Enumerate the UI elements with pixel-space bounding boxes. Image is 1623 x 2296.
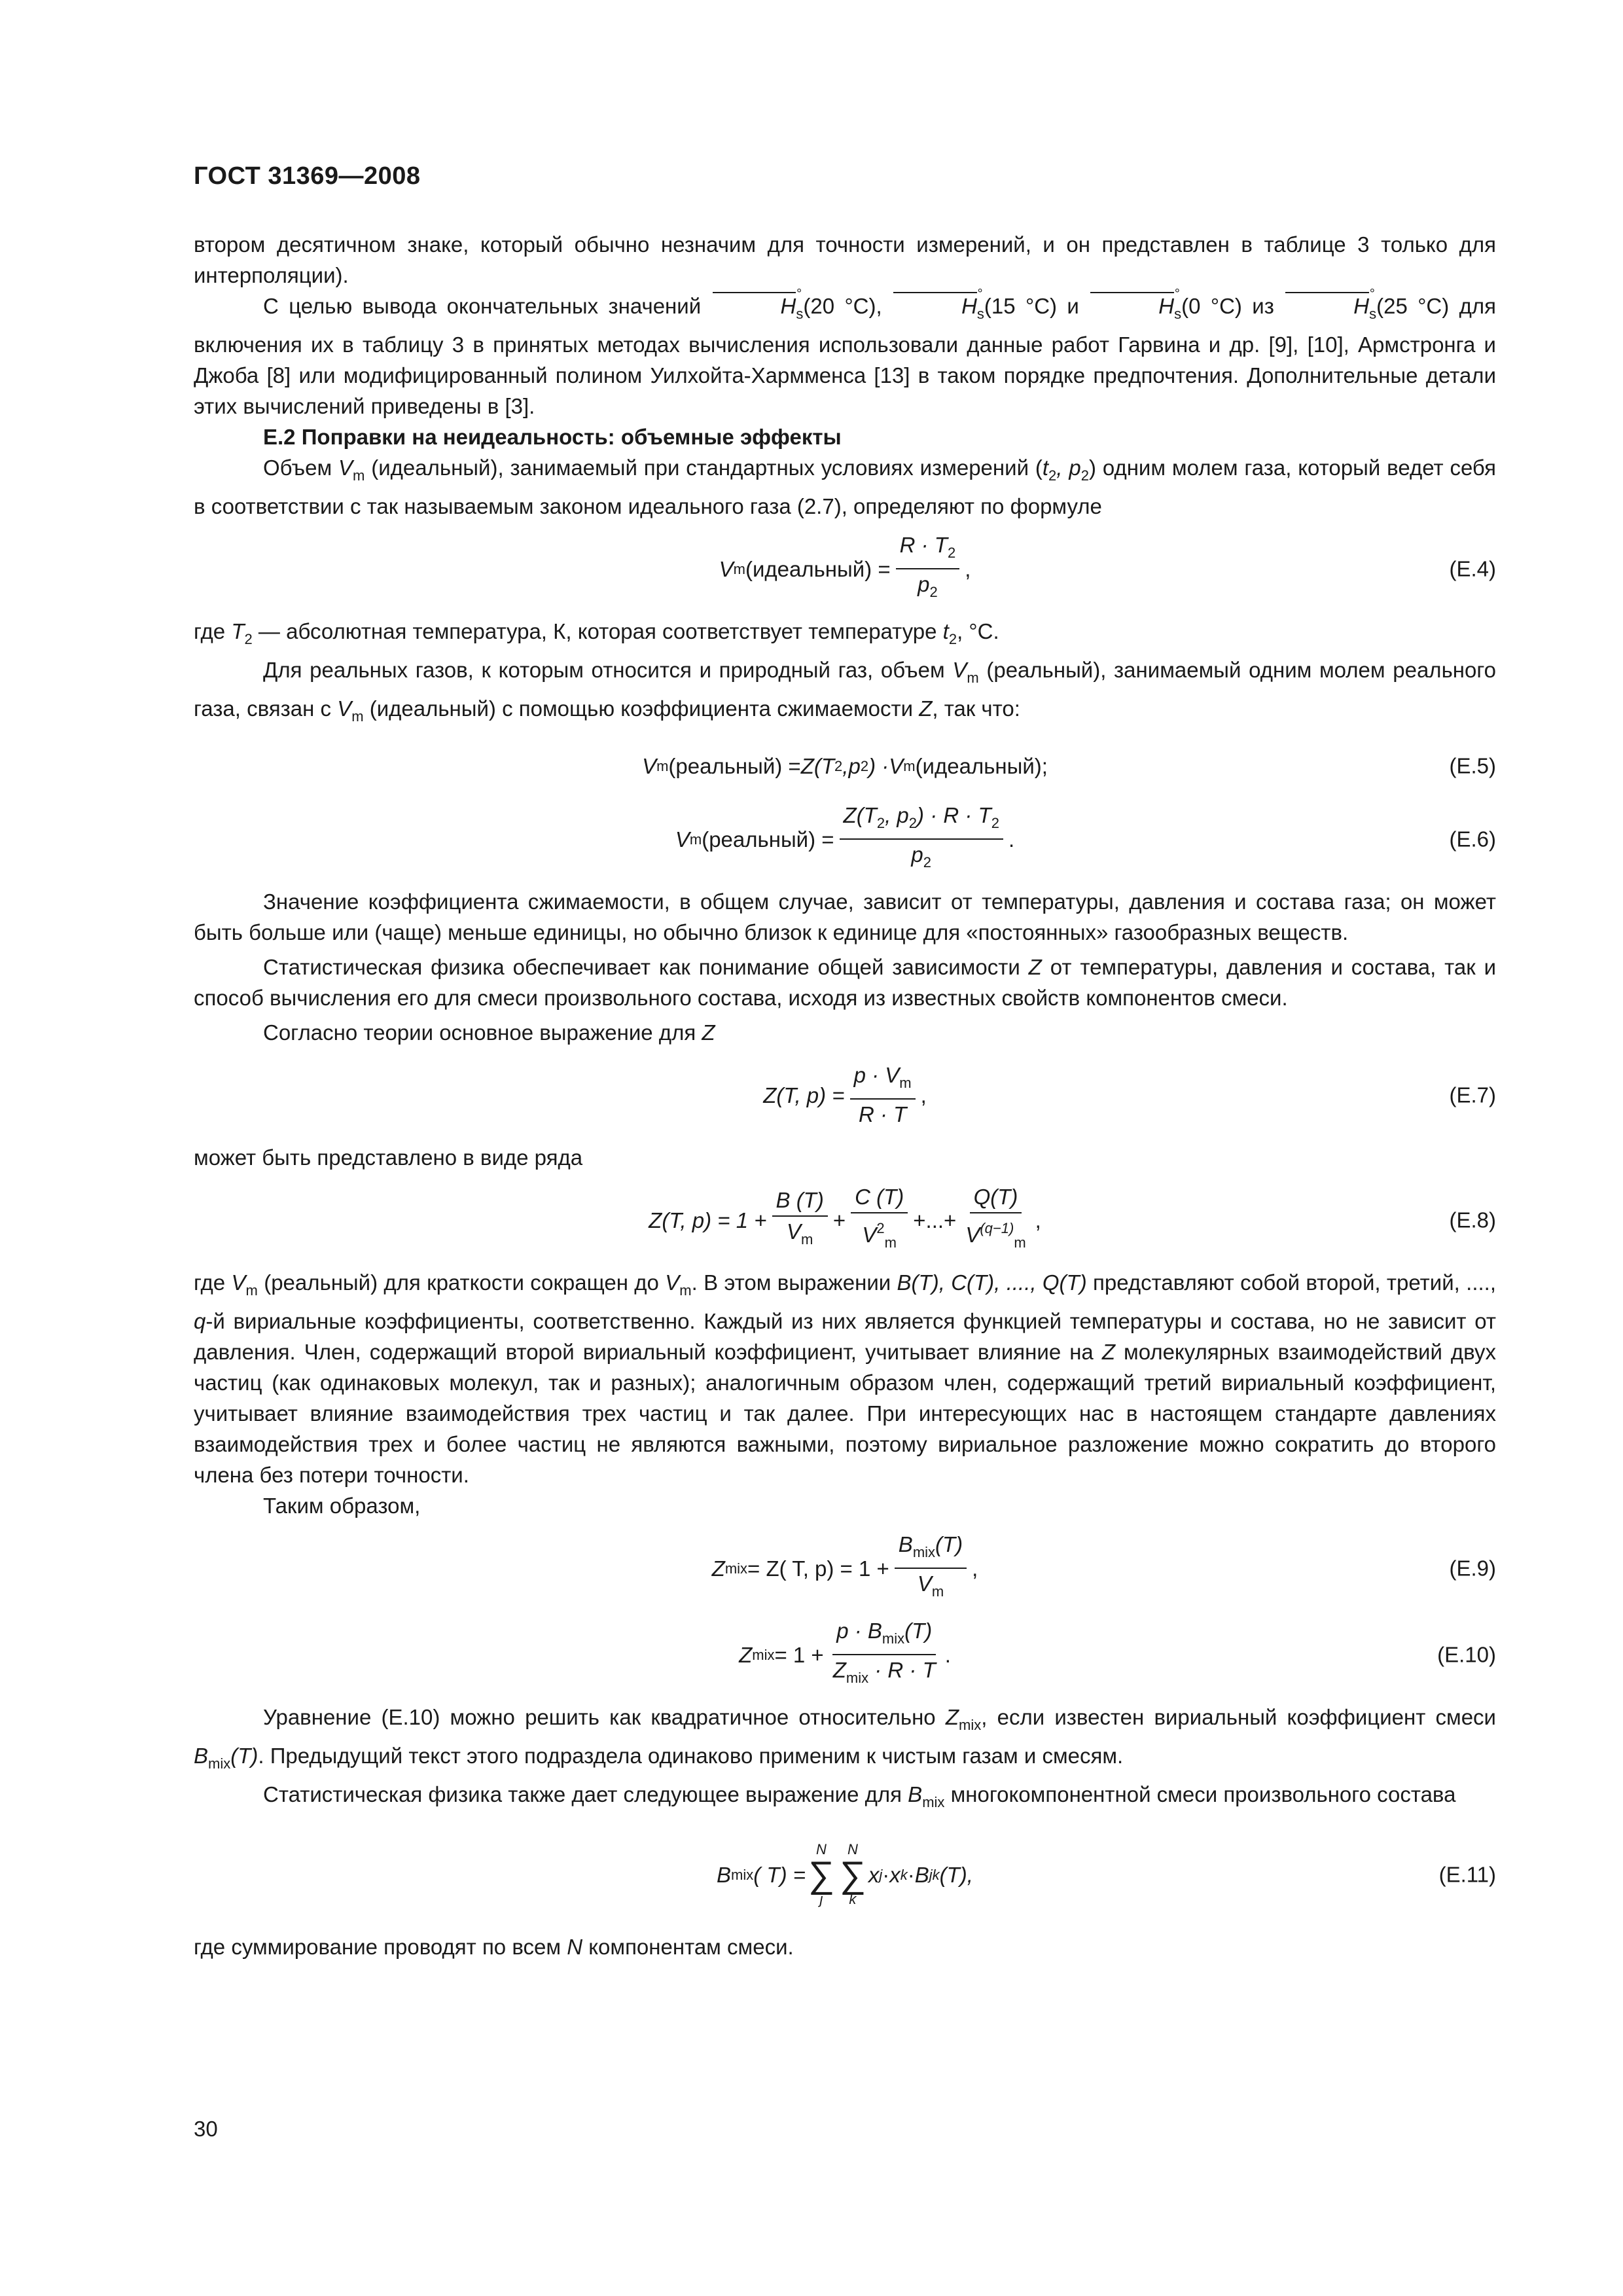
equation-number: (Е.9) — [1449, 1556, 1496, 1581]
paragraph: С целью вывода окончательных значений H ° $_s$(20 °С), H ° $_s$(15 °С) и H ° $_s$(0 °С) из H ° $_s$(25 °С) для включения их в таблицу 3 в принятых методах вычисления использовали данные работ Гарвина и др. [9], [10], Армстронга и Джоба [8] или модифицированный полином Уилхойта-Хармменса [13] в таком порядке предпочтения. Дополнительные детали этих вычислений приведены в [3]. — [194, 287, 1497, 418]
sum-symbol: N ∑ j — [808, 1841, 834, 1907]
equation-e10: Z mix = 1 + $\frac{p \cdot B_{mix}(T)}{Z_{mix} \cdot R \cdot T}$ . (Е.10) — [739, 1619, 1496, 1686]
equation-e9: Z mix = Z( T, p) = 1 + $\frac{B_{mix}(T)}{V_m}$ , (Е.9) — [711, 1532, 1496, 1600]
document-header: ГОСТ 31369—2008 — [194, 162, 421, 190]
equation-e8: Z(T, p) = 1 + $\frac{B (T)}{V_m}$ + $\frac{C (T)}{V^2_m}$ +...+ $\frac{Q(T)}{V^{(q-1)}_m}$ , (Е.8) — [649, 1185, 1496, 1251]
document-body — [194, 229, 1496, 1962]
equation-e4: V m (идеальный) = $\frac{R \cdot T_2}{p_2}$ , (Е.4) — [719, 533, 1496, 600]
paragraph: Таким образом, — [263, 1494, 421, 1518]
paragraph: где $V_m$ (реальный) для краткости сокращен до $V_m$. В этом выражении B(T), C(T), ...., Q(T) представляют собой второй, третий, ...., q-й вириальные коэффициенты, соответственно. Каждый из них является функцией температуры и состава, но не зависит от давления. Член, содержащий второй вириальный коэффициент, учитывает влияние на Z молекулярных взаимодействий двух частиц (как одинаковых молекул, так и разных); аналогичным образом член, содержащий третий вириальный коэффициент, учитывает влияние взаимодействия трех частиц и так далее. При интересующих нас в настоящем стандарте давлениях взаимодействия трех и более частиц не являются важными, поэтому вириальное разложение можно сократить до второго члена без потери точности. — [194, 1270, 1496, 1487]
equation-e5: V m (реальный) = Z(T 2 ,p 2 ) · V m (идеальный); (Е.5) — [194, 740, 1496, 792]
paragraph: втором десятичном знаке, который обычно незначим для точности измерений, и он представлен в таблице 3 только для интерполяции). — [194, 232, 1496, 287]
equation-e7: Z(T, p) = $\frac{p \cdot V_m}{R \cdot T}$ , (Е.7) — [763, 1063, 1496, 1126]
equation-number: (Е.6) — [1449, 827, 1496, 852]
equation-e6: V m (реальный) = $\frac{Z(T_2, p_2) \cdot R \cdot T_2}{p_2}$ . (Е.6) — [675, 803, 1496, 870]
equation-number: (Е.11) — [1438, 1862, 1496, 1887]
paragraph: Согласно теории основное выражение для Z — [263, 1020, 715, 1045]
equation-number: (Е.8) — [1449, 1208, 1496, 1232]
paragraph: Объем $V_m$ (идеальный), занимаемый при стандартных условиях измерений ($t_2$, $p_2$) одним молем газа, который ведет себя в соответствии с так называемым законом идеального газа (2.7), определяют по формуле — [194, 456, 1496, 518]
paragraph: Значение коэффициента сжимаемости, в общем случае, зависит от температуры, давления и состава газа; он может быть больше или (чаще) меньше единицы, но обычно близок к единице для «постоянных» газообразных веществ. — [194, 889, 1496, 944]
page-number: 30 — [194, 2117, 218, 2141]
paragraph: Статистическая физика также дает следующее выражение для $B_{mix}$ многокомпонентной смеси произвольного состава — [263, 1782, 1456, 1810]
equation-e11: B mix ( T) = N ∑ j N ∑ k x j · x k · B jk (T), (Е.11) — [717, 1841, 1496, 1907]
paragraph: Уравнение (Е.10) можно решить как квадратичное относительно $Z_{mix}$, если известен вириальный коэффициент смеси $B_{mix}(T)$. Предыдущий текст этого подраздела одинаково применим к чистым газам и смесям. — [194, 1705, 1496, 1772]
equation-number: (Е.4) — [1449, 556, 1496, 581]
paragraph: Для реальных газов, к которым относится и природный газ, объем $V_m$ (реальный), занимаемый одним молем реального газа, связан с $V_m$ (идеальный) с помощью коэффициента сжимаемости Z, так что: — [194, 658, 1496, 725]
equation-number: (Е.10) — [1437, 1642, 1496, 1667]
paragraph: может быть представлено в виде ряда — [194, 1145, 583, 1170]
section-heading: Е.2 Поправки на неидеальность: объемные эффекты — [263, 425, 842, 449]
sum-symbol: N ∑ k — [839, 1841, 866, 1907]
equation-number: (Е.5) — [1449, 753, 1496, 778]
paragraph: где суммирование проводят по всем N компонентам смеси. — [194, 1935, 794, 1959]
paragraph: Статистическая физика обеспечивает как понимание общей зависимости Z от температуры, давления и состава, так и способ вычисления его для смеси произвольного состава, исходя из известных свойств компонентов смеси. — [194, 955, 1497, 1010]
equation-number: (Е.7) — [1449, 1083, 1496, 1107]
paragraph: где $T_2$ — абсолютная температура, К, которая соответствует температуре $t_2$, °С. — [194, 619, 999, 647]
